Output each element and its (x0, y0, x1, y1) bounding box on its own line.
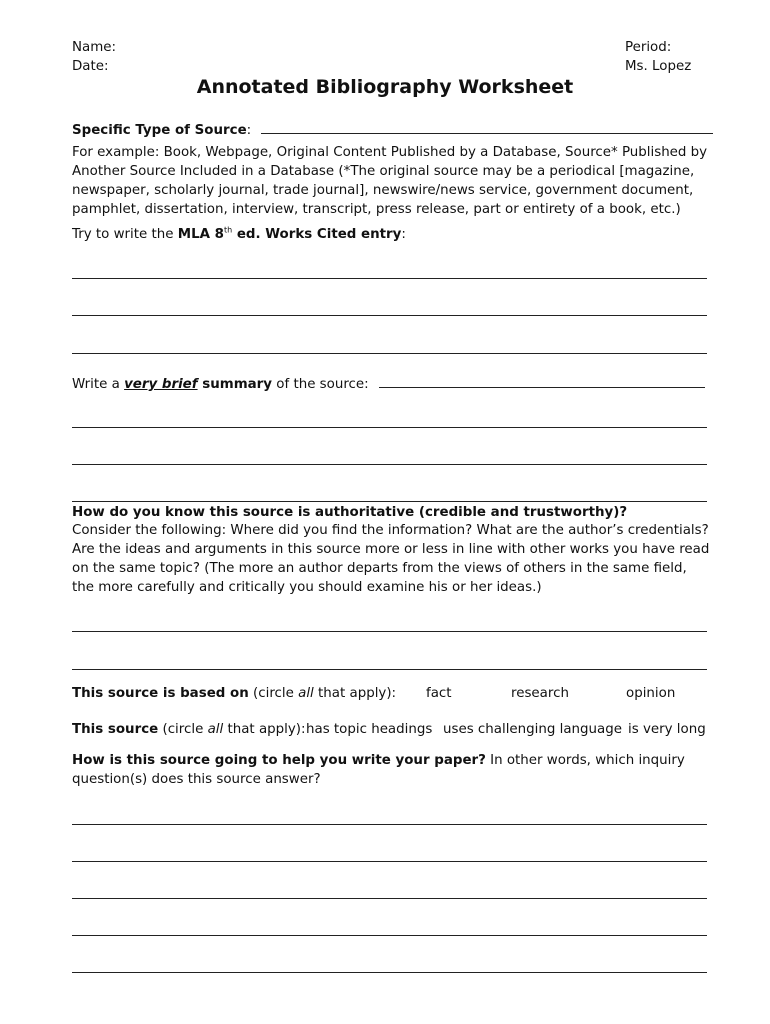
summary-suffix: of the source: (272, 377, 369, 392)
authoritative-prompt: Consider the following: Where did you find the information? What are the author’s credentials? Are the ideas and arguments in this source more or less in line with other works you have read on the same topic? (The more an author departs from the views of others in the same field, the more carefully and critically you should examine his or her ideas.) (72, 523, 710, 595)
works-cited-line-2[interactable] (72, 315, 707, 316)
option-opinion[interactable]: opinion (626, 686, 676, 701)
help-line-1[interactable] (72, 824, 707, 825)
summary-emphasis: very brief (124, 377, 198, 392)
summary-blank[interactable] (379, 373, 705, 388)
works-cited-bold-a: MLA 8 (177, 227, 224, 242)
page-title: Annotated Bibliography Worksheet (196, 76, 574, 98)
authoritative-question (72, 503, 712, 522)
summary-line-2[interactable] (72, 464, 707, 465)
authoritative-line-1[interactable] (72, 631, 707, 632)
help-rest: In other words, which inquiry question(s) does this source answer? (72, 753, 685, 787)
works-cited-suffix: : (401, 227, 406, 242)
this-source-paren-close: that apply): (223, 722, 306, 737)
help-line-3[interactable] (72, 898, 707, 899)
this-source-label: This source (72, 722, 159, 737)
summary-line-3[interactable] (72, 501, 707, 502)
works-cited-sup: th (223, 225, 233, 235)
based-on-all: all (298, 686, 314, 701)
source-type-blank[interactable] (261, 119, 713, 134)
source-type-row (72, 119, 712, 140)
authoritative-question-text: How do you know this source is authoritative (credible and trustworthy)? (72, 505, 628, 520)
summary-line-1[interactable] (72, 427, 707, 428)
summary-prefix: Write a (72, 377, 125, 392)
based-on-label: This source is based on (72, 686, 249, 701)
works-cited-line-1[interactable] (72, 278, 707, 279)
based-on-paren-open: (circle (248, 686, 299, 701)
help-line-4[interactable] (72, 935, 707, 936)
works-cited-line-3[interactable] (72, 353, 707, 354)
teacher-name: Ms. Lopez (625, 59, 692, 74)
option-topic-headings[interactable]: has topic headings (306, 722, 433, 737)
summary-prompt (72, 373, 712, 394)
authoritative-line-2[interactable] (72, 669, 707, 670)
based-on-row (72, 684, 712, 703)
date-label: Date: (72, 59, 109, 74)
works-cited-prefix: Try to write the (72, 227, 178, 242)
this-source-all: all (207, 722, 224, 737)
option-challenging-language[interactable]: uses challenging language (443, 722, 622, 737)
works-cited-bold-b: ed. Works Cited entry (232, 227, 402, 242)
help-question: How is this source going to help you write your paper? (72, 753, 486, 768)
name-label: Name: (72, 40, 117, 55)
based-on-paren-close: that apply): (313, 686, 397, 701)
source-type-label: Specific Type of Source (72, 123, 247, 138)
option-very-long[interactable]: is very long (628, 722, 706, 737)
option-research[interactable]: research (511, 686, 569, 701)
help-line-2[interactable] (72, 861, 707, 862)
option-fact[interactable]: fact (426, 686, 452, 701)
source-type-colon: : (246, 123, 252, 138)
help-prompt (72, 751, 708, 789)
source-type-example: For example: Book, Webpage, Original Content Published by a Database, Source* Published by Another Source Included in a Database (*The original source may be a periodical [magazine, newspaper, scholarly journal, trade journal], newswire/news service, government document, pamphlet, dissertation, interview, transcript, press release, part or entirety of a book, etc.) (72, 145, 708, 217)
period-label: Period: (625, 40, 672, 55)
help-line-5[interactable] (72, 972, 707, 973)
this-source-paren-open: (circle (158, 722, 208, 737)
summary-bold: summary (197, 377, 273, 392)
works-cited-prompt (72, 225, 712, 244)
